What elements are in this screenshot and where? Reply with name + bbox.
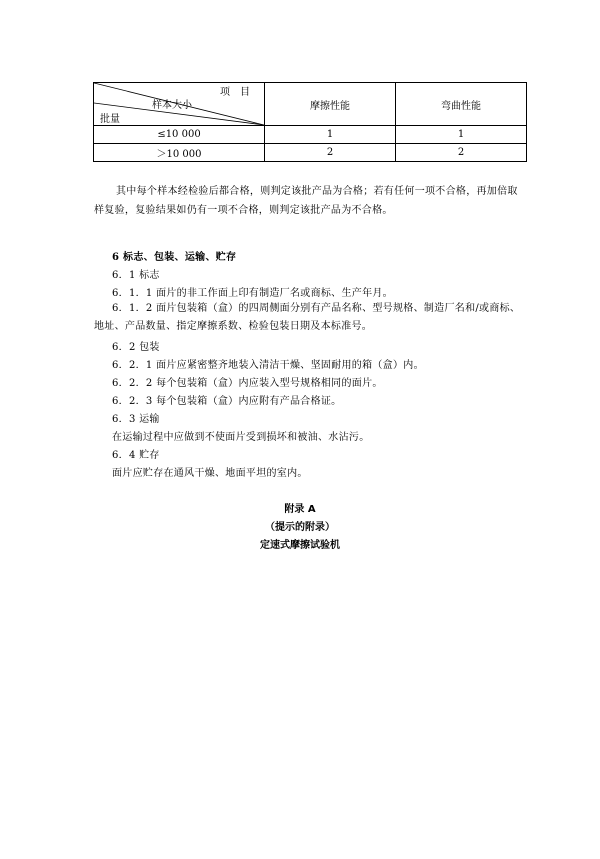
bending-cell: 2: [396, 144, 527, 162]
batch-cell: ≤10 000: [94, 126, 265, 144]
table-diagonal-header: [94, 83, 265, 126]
section-6-3-text: 在运输过程中应做到不使面片受到损坏和被油、水沾污。: [112, 432, 370, 443]
judgement-paragraph: 其中每个样本经检验后都合格，则判定该批产品为合格；若有任何一项不合格，再加倍取样复验，复验结果如仍有一项不合格，则判定该批产品为不合格。: [94, 186, 518, 216]
section-6-2-1: 6．2．1 面片应紧密整齐地装入清洁干燥、坚固耐用的箱（盒）内。: [112, 360, 424, 371]
section-6-3: 6．3 运输: [112, 414, 160, 425]
batch-cell: ＞10 000: [94, 144, 265, 162]
section-6-4-text: 面片应贮存在通风干燥、地面平坦的室内。: [112, 468, 308, 479]
friction-cell: 2: [265, 144, 396, 162]
header-item-label: 项 目: [220, 87, 250, 98]
header-friction: 摩擦性能: [265, 83, 396, 126]
section-6-2: 6．2 包装: [112, 342, 160, 353]
sampling-table: [93, 82, 527, 162]
section-6-1: 6．1 标志: [112, 270, 160, 281]
header-sample-size-label: 样本大小: [152, 100, 192, 111]
appendix-subtitle: （提示的附录）: [265, 522, 335, 533]
section-6-4: 6．4 贮存: [112, 450, 160, 461]
section-6-2-3: 6．2．3 每个包装箱（盒）内应附有产品合格证。: [112, 396, 342, 407]
friction-cell: 1: [265, 126, 396, 144]
section-6-2-2: 6．2．2 每个包装箱（盒）内应装入型号规格相同的面片。: [112, 378, 383, 389]
section-6-1-2: 6．1．2 面片包装箱（盒）的四周侧面分别有产品名称、型号规格、制造厂名和/或商标、地址、产品数量、指定摩擦系数、检验包装日期及本标准号。: [94, 303, 521, 332]
section-6-1-1: 6．1．1 面片的非工作面上印有制造厂名或商标、生产年月。: [112, 288, 393, 299]
table-row: [94, 126, 527, 144]
header-bending: 弯曲性能: [396, 83, 527, 126]
appendix-title: 附录 A: [284, 504, 316, 515]
table-row: [94, 144, 527, 162]
bending-cell: 1: [396, 126, 527, 144]
section-6-title: 6 标志、包装、运输、贮存: [112, 252, 237, 263]
header-batch-label: 批量: [100, 114, 120, 125]
appendix-name: 定速式摩擦试验机: [260, 540, 340, 551]
